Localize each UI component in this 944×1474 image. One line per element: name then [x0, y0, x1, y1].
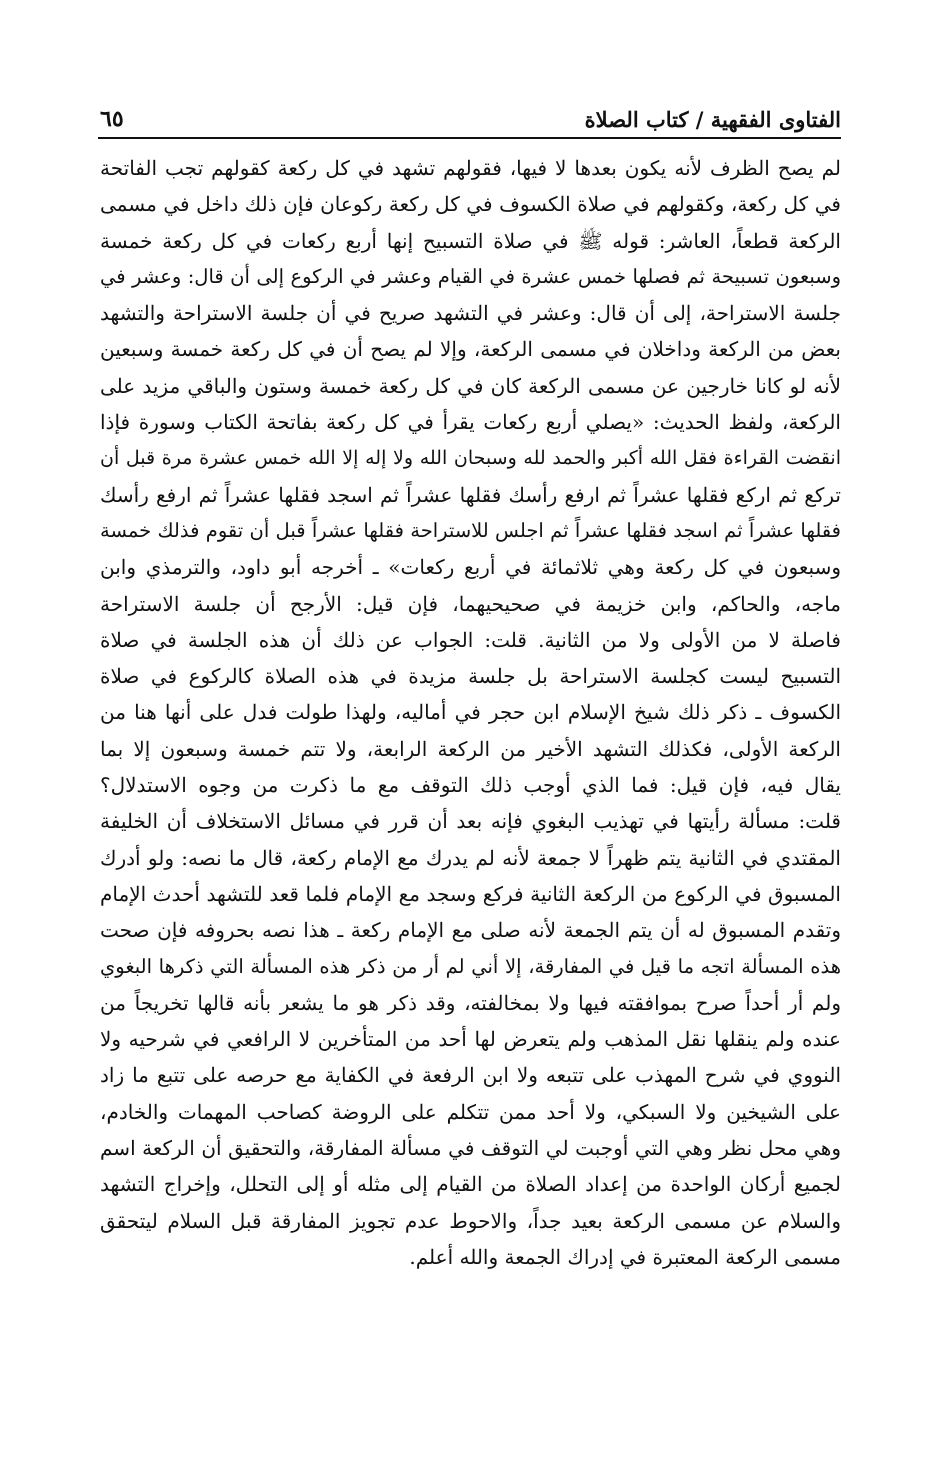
text-line: بعض من الركعة وداخلان في مسمى الركعة، وإلا لم يصح أن في كل ركعة خمسة وسبعين	[100, 337, 841, 362]
text-line: انقضت القراءة فقل الله أكبر والحمد لله وسبحان الله ولا إله إلا الله خمس عشرة مرة قبل أن	[100, 447, 841, 470]
body-text	[100, 150, 841, 1275]
text-line-last: مسمى الركعة المعتبرة في إدراك الجمعة والله أعلم.	[409, 1244, 841, 1269]
text-line: فقلها عشراً ثم اسجد فقلها عشراً ثم اجلس للاستراحة فقلها عشراً قبل أن تقوم فذلك خمسة	[100, 518, 841, 542]
text-line: النووي في شرح المهذب على تتبعه ولا ابن الرفعة في الكفاية مع حرصه على تتبع ما زاد	[100, 1063, 841, 1088]
text-line: وهي محل نظر وهي التي أوجبت لي التوقف في مسألة المفارقة، والتحقيق أن الركعة اسم	[100, 1136, 841, 1161]
text-line: على الشيخين ولا السبكي، ولا أحد ممن تتكلم على الروضة كصاحب المهمات والخادم،	[100, 1099, 841, 1124]
text-line: الركعة قطعاً، العاشر: قوله ﷺ في صلاة التسبيح إنها أربع ركعات في كل ركعة خمسة	[100, 228, 841, 253]
text-line: الركعة الأولى، فكذلك التشهد الأخير من الركعة الرابعة، ولا تتم خمسة وسبعون إلا بما	[100, 736, 841, 761]
text-line: لجميع أركان الواحدة من إعداد الصلاة من القيام إلى مثله أو إلى التحلل، وإخراج التشهد	[100, 1172, 841, 1197]
text-line: التسبيح ليست كجلسة الاستراحة بل جلسة مزيدة في هذه الصلاة كالركوع في صلاة	[100, 664, 841, 689]
text-line: قلت: مسألة رأيتها في تهذيب البغوي فإنه بعد أن قرر في مسائل الاستخلاف أن الخليفة	[100, 809, 841, 834]
text-line: وسبعون تسبيحة ثم فصلها خمس عشرة في القيام وعشر في الركوع إلى أن قال: وعشر في	[100, 264, 841, 288]
text-line: وسبعون في كل ركعة وهي ثلاثمائة في أربع ركعات» ـ أخرجه أبو داود، والترمذي وابن	[100, 555, 841, 580]
text-line: جلسة الاستراحة، إلى أن قال: وعشر في التشهد صريح في أن جلسة الاستراحة والتشهد	[100, 301, 841, 326]
text-line: الكسوف ـ ذكر ذلك شيخ الإسلام ابن حجر في أماليه، ولهذا طولت فدل على أنها هنا من	[100, 700, 841, 725]
text-line: عنده ولم ينقلها نقل المذهب ولم يتعرض لها أحد من المتأخرين لا الرافعي في شرحيه ولا	[100, 1027, 841, 1052]
text-line: تركع ثم اركع فقلها عشراً ثم ارفع رأسك فقلها عشراً ثم اسجد فقلها عشراً ثم ارفع رأسك	[100, 482, 841, 507]
text-line: ماجه، والحاكم، وابن خزيمة في صحيحيهما، فإن قيل: الأرجح أن جلسة الاستراحة	[100, 591, 841, 616]
text-line: لم يصح الظرف لأنه يكون بعدها لا فيها، فقولهم تشهد في كل ركعة كقولهم تجب الفاتحة	[100, 156, 841, 180]
text-line: هذه المسألة اتجه ما قيل في المفارقة، إلا أني لم أر من ذكر هذه المسألة التي ذكرها البغوي	[100, 954, 841, 978]
text-line: المسبوق في الركوع من الركعة الثانية فركع وسجد مع الإمام فلما قعد للتشهد أحدث الإمام	[100, 881, 841, 906]
text-line: الركعة، ولفظ الحديث: «يصلي أربع ركعات يقرأ في كل ركعة بفاتحة الكتاب وسورة فإذا	[100, 410, 841, 435]
text-line: ولم أر أحداً صرح بموافقته فيها ولا بمخالفته، وقد ذكر هو ما يشعر بأنه قالها تخريجاً من	[100, 990, 841, 1015]
text-line: لأنه لو كانا خارجين عن مسمى الركعة كان في كل ركعة خمسة وستون والباقي مزيد على	[100, 373, 841, 398]
running-title: الفتاوى الفقهية / كتاب الصلاة	[584, 107, 841, 132]
text-line: وتقدم المسبوق له أن يتم الجمعة لأنه صلى مع الإمام ركعة ـ هذا نصه بحروفه فإن صحت	[100, 918, 841, 943]
text-line: والسلام عن مسمى الركعة بعيد جداً، والاحوط عدم تجويز المفارقة قبل السلام ليتحقق	[100, 1208, 841, 1233]
page-header	[100, 96, 841, 132]
text-line: المقتدي في الثانية يتم ظهراً لا جمعة لأنه لم يدرك مع الإمام ركعة، قال ما نصه: ولو أدرك	[100, 845, 841, 870]
header-rule	[98, 137, 841, 139]
text-line: يقال فيه، فإن قيل: فما الذي أوجب ذلك التوقف مع ما ذكرت من وجوه الاستدلال؟	[100, 773, 841, 798]
text-line: في كل ركعة، وكقولهم في صلاة الكسوف في كل ركعة ركوعان فإن ذلك داخل في مسمى	[100, 192, 841, 217]
text-line: فاصلة لا من الأولى ولا من الثانية. قلت: الجواب عن ذلك أن هذه الجلسة في صلاة	[100, 627, 841, 652]
page-number: ٦٥	[100, 106, 124, 132]
